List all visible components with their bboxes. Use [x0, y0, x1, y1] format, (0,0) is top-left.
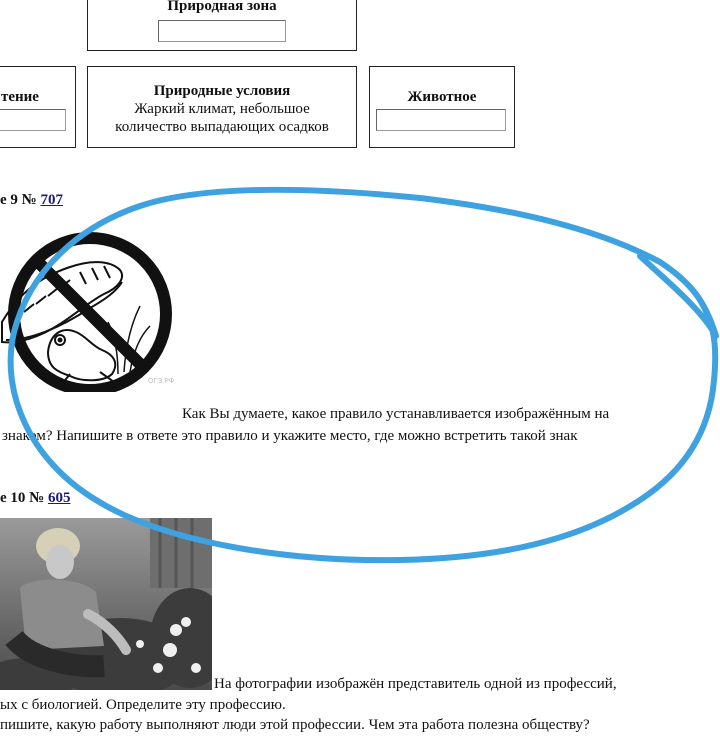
sign-watermark: ОГЭ.РФ	[148, 378, 175, 385]
plant-label: тение	[1, 89, 39, 105]
task10-prefix: е 10 №	[0, 490, 48, 506]
conditions-text-1: Жаркий климат, небольшое	[134, 101, 310, 117]
conditions-text-2: количество выпадающих осадков	[115, 119, 329, 135]
task9-text-line2: знаком? Напишите в ответе это правило и укажите место, где можно встретить такой знак	[2, 428, 578, 444]
task10-number-link[interactable]: 605	[47, 490, 71, 506]
task9-text-line1: Как Вы думаете, какое правило устанавливается изображённым на	[182, 406, 610, 422]
task10-text-line3: пишите, какую работу выполняют люди этой профессии. Чем эта работа полезна обществу?	[0, 717, 590, 733]
task9-prefix: е 9 №	[0, 192, 41, 208]
task10-text-line1: На фотографии изображён представитель одной из профессий,	[214, 676, 617, 692]
task10-text-line2: ых с биологией. Определите эту профессию.	[0, 697, 286, 713]
conditions-label: Природные условия	[153, 83, 291, 99]
task9-number-link[interactable]: 707	[40, 192, 63, 208]
animal-label: Животное	[407, 89, 477, 105]
zone-label: Природная зона	[167, 0, 277, 14]
